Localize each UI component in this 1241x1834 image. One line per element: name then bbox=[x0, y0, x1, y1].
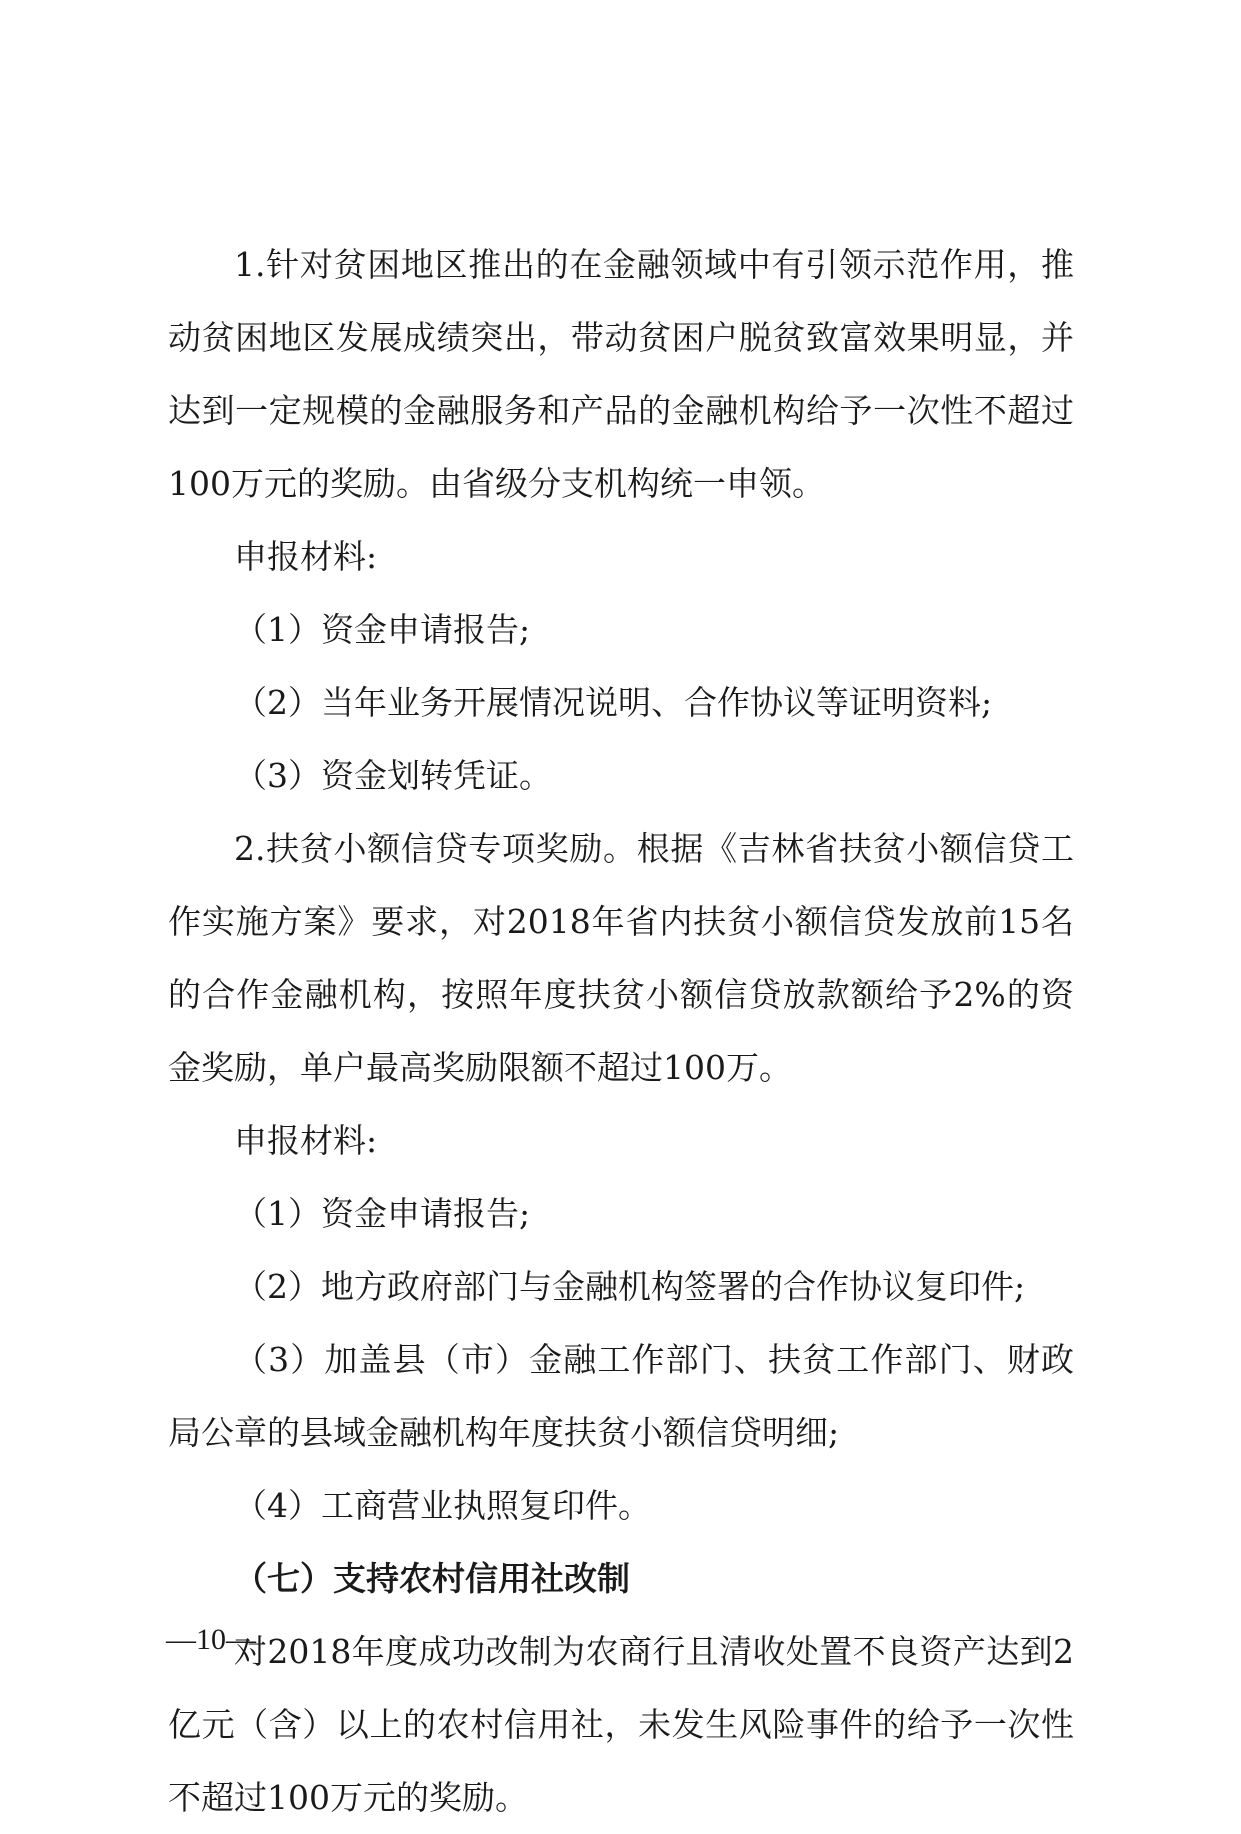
materials-item: （3）加盖县（市）金融工作部门、扶贫工作部门、财政局公章的县域金融机构年度扶贫小额信贷明细; bbox=[168, 1340, 1074, 1452]
materials-item: （1）资金申请报告; bbox=[234, 610, 531, 649]
materials-item: （1）资金申请报告; bbox=[234, 1194, 531, 1233]
materials-label: 申报材料: bbox=[234, 1121, 378, 1160]
materials-item: （4）工商营业执照复印件。 bbox=[234, 1486, 651, 1525]
materials-item: （3）资金划转凭证。 bbox=[234, 756, 552, 795]
materials-item: （2）地方政府部门与金融机构签署的合作协议复印件; bbox=[234, 1267, 1026, 1306]
section-heading: （七）支持农村信用社改制 bbox=[234, 1559, 630, 1598]
materials-label: 申报材料: bbox=[234, 537, 378, 576]
materials-item: （2）当年业务开展情况说明、合作协议等证明资料; bbox=[234, 683, 993, 722]
paragraph-award-1: 1.针对贫困地区推出的在金融领域中有引领示范作用，推动贫困地区发展成绩突出，带动贫困户脱贫致富效果明显，并达到一定规模的金融服务和产品的金融机构给予一次性不超过100万元的奖励。由省级分支机构统一申领。 bbox=[168, 245, 1074, 503]
page-number: —10— bbox=[166, 1623, 256, 1656]
paragraph-reform-award: 对2018年度成功改制为农商行且清收处置不良资产达到2亿元（含）以上的农村信用社，未发生风险事件的给予一次性不超过100万元的奖励。 bbox=[168, 1632, 1074, 1817]
paragraph-award-2: 2.扶贫小额信贷专项奖励。根据《吉林省扶贫小额信贷工作实施方案》要求，对2018年省内扶贫小额信贷发放前15名的合作金融机构，按照年度扶贫小额信贷放款额给予2%的资金奖励，单户最高奖励限额不超过100万。 bbox=[168, 829, 1074, 1087]
page-body bbox=[168, 228, 1074, 1834]
